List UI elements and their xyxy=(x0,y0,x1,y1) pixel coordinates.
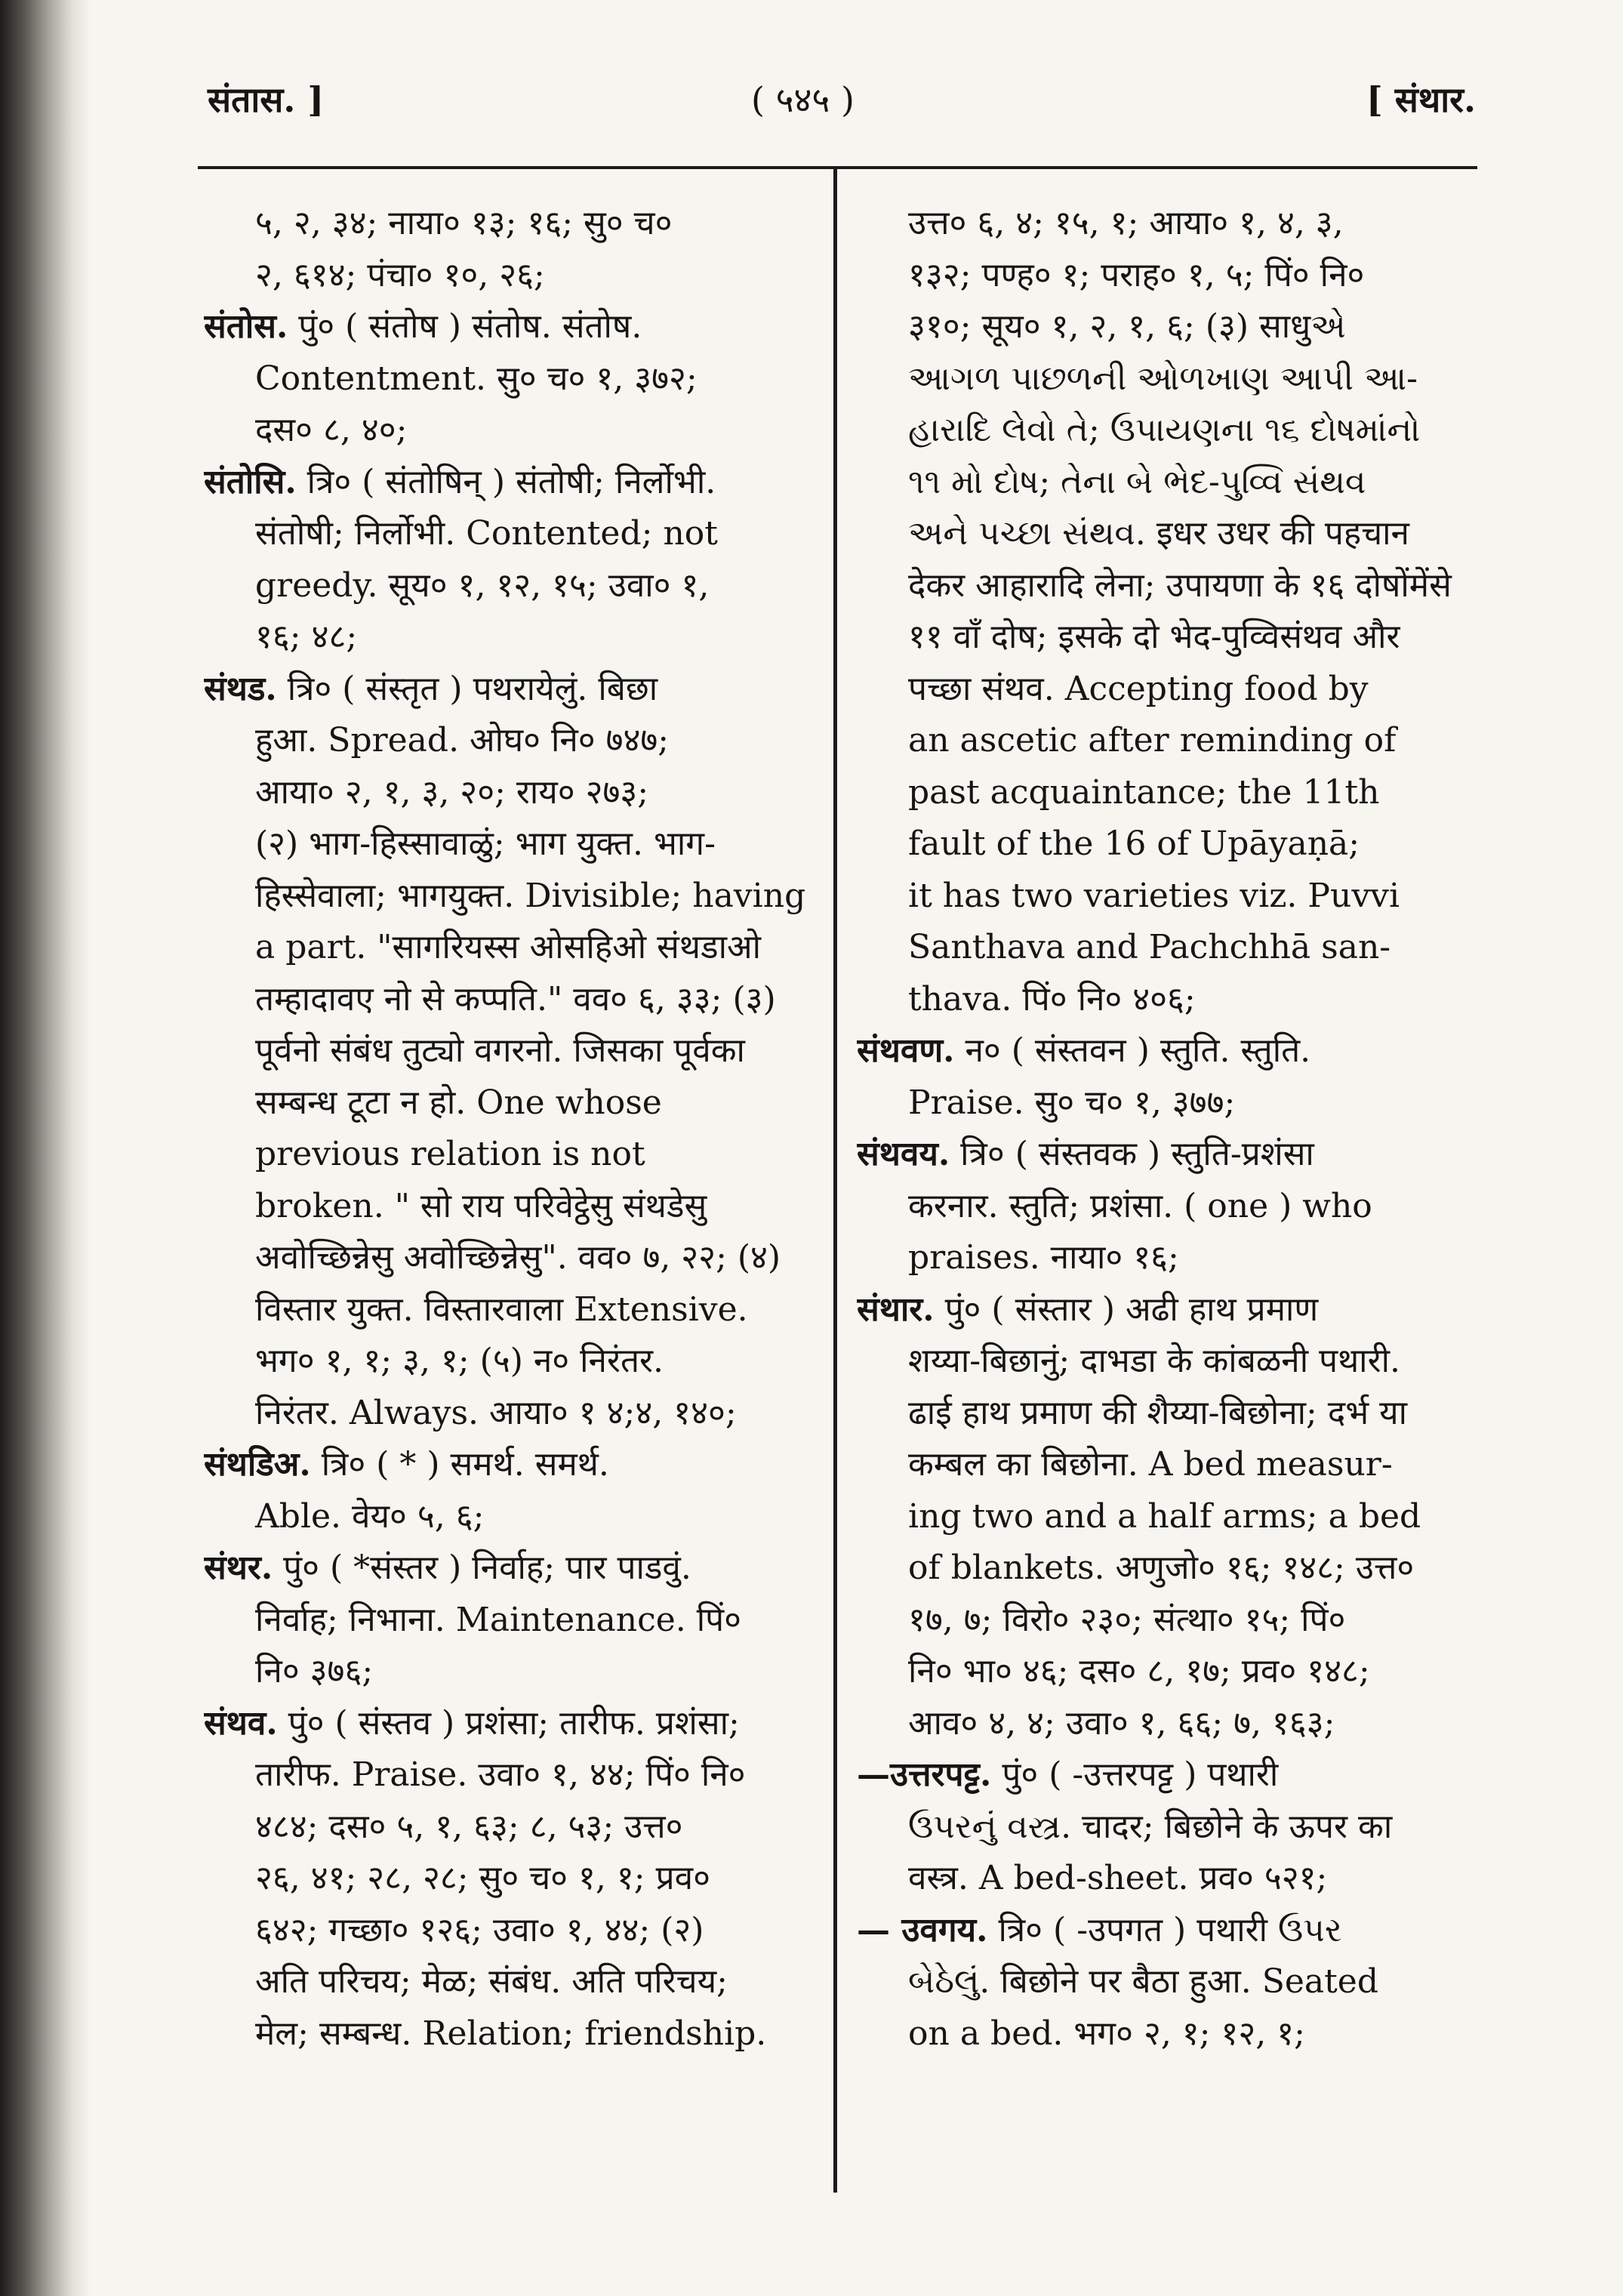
entry-line xyxy=(857,1025,1461,1077)
entry-text: त्रि० ( संतोषिन् ) संतोषी; निर्लोभी. xyxy=(296,462,716,501)
entry-headword: संतोस. xyxy=(204,307,288,346)
running-header xyxy=(0,76,1623,136)
entry-line xyxy=(204,612,808,664)
dictionary-entry xyxy=(857,1905,1461,2060)
entry-text: ६४२; गच्छा० १२६; उवा० १, ४४; (२) xyxy=(255,1910,704,1949)
entry-line xyxy=(857,818,1461,871)
entry-line xyxy=(204,1956,808,2008)
dictionary-entry xyxy=(204,457,808,664)
entry-text: तम्हादावए नो से कप्पति." वव० ६, ३३; (३) xyxy=(255,979,776,1019)
entry-line xyxy=(204,922,808,974)
page-binding-shadow xyxy=(0,0,91,2296)
entry-text: देकर आहारादि लेना; उपायणा के १६ दोषोंमेंसे xyxy=(908,566,1452,605)
entry-line xyxy=(204,1129,808,1181)
entry-line xyxy=(204,1439,808,1491)
entry-line xyxy=(857,767,1461,819)
entry-line xyxy=(204,560,808,612)
entry-line xyxy=(857,1439,1461,1491)
entry-line xyxy=(204,1698,808,1750)
entry-text: वस्त्र. A bed-sheet. प्रव० ५२१; xyxy=(908,1859,1328,1897)
entry-text: past acquaintance; the 11th xyxy=(908,772,1380,812)
entry-text: नि० ३७६; xyxy=(255,1652,374,1690)
entry-line xyxy=(857,1956,1461,2008)
entry-line xyxy=(857,1853,1461,1905)
entry-line xyxy=(204,1336,808,1388)
entry-text: हुआ. Spread. ओघ० नि० ७४७; xyxy=(255,721,670,760)
entry-line xyxy=(204,974,808,1026)
entry-line xyxy=(204,818,808,871)
entry-text: ११ वाँ दोष; इसके दो भेद-पुव्विसंथव और xyxy=(908,618,1400,656)
dictionary-entry xyxy=(857,1284,1461,1750)
entry-text: निर्वाह; निभाना. Maintenance. पिं० xyxy=(255,1600,742,1639)
entry-text: આગળ પાછળની ઓળખાણ આપી આ- xyxy=(908,359,1418,398)
entry-line xyxy=(857,250,1461,302)
entry-line xyxy=(857,301,1461,353)
entry-line xyxy=(857,560,1461,612)
entry-text: दस० ८, ४०; xyxy=(255,411,408,449)
entry-headword: संथड. xyxy=(204,669,277,708)
column-divider xyxy=(833,169,837,2193)
entry-headword: संथार. xyxy=(857,1290,935,1329)
entry-line xyxy=(857,1801,1461,1854)
entry-text: an ascetic after reminding of xyxy=(908,721,1397,760)
entry-line xyxy=(204,1181,808,1233)
entry-text: ઉપરનું વસ્ત્ર. चादर; बिछोने के ऊपर का xyxy=(908,1807,1393,1846)
dictionary-entry xyxy=(857,1025,1461,1129)
entry-text: (२) भाग-हिस्सावाळुं; भाग युक्त. भाग- xyxy=(255,824,716,863)
entry-line xyxy=(204,1025,808,1077)
dictionary-entry xyxy=(204,1439,808,1542)
entry-text: greedy. सूय० १, १२, १५; उवा० १, xyxy=(255,566,710,605)
entry-text: it has two varieties viz. Puvvi xyxy=(908,876,1400,915)
entry-line xyxy=(857,1181,1461,1233)
entry-text: १६; ४८; xyxy=(255,618,358,656)
entry-line xyxy=(204,871,808,923)
entry-text: ५, २, ३४; नाया० १३; १६; सु० च० xyxy=(255,204,673,242)
entry-text: पुं० ( संस्तव ) प्रशंसा; तारीफ. प्रशंसा; xyxy=(277,1703,740,1743)
entry-text: त्रि० ( -उपगत ) पथारी ઉપર xyxy=(987,1910,1342,1949)
entry-text: पुं० ( संस्तार ) अढी हाथ प्रमाण xyxy=(934,1290,1319,1329)
entry-text: ढाई हाथ प्रमाण की शैय्या-बिछोना; दर्भ या xyxy=(908,1393,1408,1432)
entry-text: a part. "सागरियस्स ओसहिओ संथडाओ xyxy=(255,928,761,966)
entry-text: २, ६१४; पंचा० १०, २६; xyxy=(255,255,545,294)
entry-line xyxy=(857,715,1461,767)
entry-text: બેઠેલું. बिछोने पर बैठा हुआ. Seated xyxy=(908,1962,1378,2001)
entry-line xyxy=(857,353,1461,405)
entry-text: १३२; पण्ह० १; पराह० १, ५; पिं० नि० xyxy=(908,255,1365,294)
entry-text: praises. नाया० १६; xyxy=(908,1238,1179,1277)
entry-line xyxy=(857,457,1461,509)
page-number: ( ५४५ ) xyxy=(751,79,855,120)
entry-headword: —उत्तरपट्ट. xyxy=(857,1755,992,1794)
entry-line xyxy=(857,1129,1461,1181)
entry-line xyxy=(857,1595,1461,1647)
entry-line xyxy=(204,1284,808,1336)
entry-line xyxy=(857,1646,1461,1698)
entry-line xyxy=(204,1646,808,1698)
entry-text: भग० १, १; ३, १; (५) न० निरंतर. xyxy=(255,1342,664,1380)
entry-line xyxy=(204,301,808,353)
entry-text: पुं० ( *संस्तर ) निर्वाह; पार पाडवुं. xyxy=(273,1549,691,1587)
entry-text: संतोषी; निर्लोभी. Contented; not xyxy=(255,514,718,553)
entry-text: Praise. सु० च० १, ३७७; xyxy=(908,1083,1236,1122)
entry-text: त्रि० ( संस्तवक ) स्तुति-प्रशंसा xyxy=(950,1135,1314,1173)
dictionary-entry xyxy=(857,198,1461,1025)
entry-line xyxy=(857,1491,1461,1543)
entry-line xyxy=(857,922,1461,974)
entry-text: ૧૧ મો દોષ; તેના બે ભેદ-પુવ્વિ સંથવ xyxy=(908,462,1366,501)
dictionary-entry xyxy=(857,1749,1461,1905)
entry-line xyxy=(857,974,1461,1026)
entry-text: आव० ४, ४; उवा० १, ६६; ७, १६३; xyxy=(908,1703,1335,1743)
entry-line xyxy=(857,612,1461,664)
entry-line xyxy=(204,1491,808,1543)
entry-line xyxy=(857,1905,1461,1957)
entry-line xyxy=(204,664,808,716)
entry-line xyxy=(857,1749,1461,1801)
entry-line xyxy=(857,1388,1461,1440)
entry-text: ३१०; सूय० १, २, १, ६; (३) साधुએ xyxy=(908,307,1346,346)
entry-text: त्रि० ( * ) समर्थ. समर्थ. xyxy=(310,1445,609,1484)
entry-text: सम्बन्ध टूटा न हो. One whose xyxy=(255,1083,662,1122)
dictionary-entry xyxy=(204,301,808,457)
entry-line xyxy=(204,1542,808,1595)
entry-line xyxy=(204,250,808,302)
entry-line xyxy=(204,405,808,457)
entry-line xyxy=(204,2008,808,2060)
entry-headword: संथव. xyxy=(204,1703,278,1743)
entry-line xyxy=(204,1801,808,1854)
entry-text: शय्या-बिछानुं; दाभडा के कांबळनी पथारी. xyxy=(908,1342,1400,1380)
entry-text: previous relation is not xyxy=(255,1135,645,1173)
entry-line xyxy=(204,1077,808,1130)
dictionary-entry xyxy=(857,1129,1461,1284)
entry-line xyxy=(204,198,808,250)
entry-text: of blankets. अणुजो० १६; १४८; उत्त० xyxy=(908,1549,1415,1587)
entry-line xyxy=(857,1284,1461,1336)
entry-line xyxy=(857,405,1461,457)
entry-line xyxy=(204,1232,808,1284)
entry-line xyxy=(857,508,1461,560)
entry-line xyxy=(857,1232,1461,1284)
entry-line xyxy=(857,198,1461,250)
entry-text: उत्त० ६, ४; १५, १; आया० १, ४, ३, xyxy=(908,204,1344,242)
entry-headword: संथवण. xyxy=(857,1031,955,1070)
dictionary-entry xyxy=(204,664,808,1440)
entry-text: २६, ४१; २८, २८; सु० च० १, १; प्रव० xyxy=(255,1859,710,1897)
entry-headword: संथर. xyxy=(204,1549,273,1587)
entry-text: Able. वेय० ५, ६; xyxy=(255,1496,485,1536)
entry-text: ४८४; दस० ५, १, ६३; ८, ५३; उत्त० xyxy=(255,1807,683,1846)
left-column xyxy=(204,198,808,2060)
entry-line xyxy=(857,664,1461,716)
dictionary-entry xyxy=(204,198,808,301)
entry-headword: — उवगय. xyxy=(857,1910,988,1949)
entry-text: अवोच्छिन्नेसु अवोच्छिन्नेसु". वव० ७, २२; (४) xyxy=(255,1238,781,1277)
entry-text: कम्बल का बिछोना. A bed measur- xyxy=(908,1445,1393,1484)
entry-text: १७, ७; विरो० २३०; संत्था० १५; पिं० xyxy=(908,1600,1346,1639)
entry-text: हिस्सेवाला; भागयुक्त. Divisible; having xyxy=(255,876,806,915)
entry-line xyxy=(204,1853,808,1905)
entry-line xyxy=(204,715,808,767)
dictionary-entry xyxy=(204,1542,808,1698)
entry-line xyxy=(204,457,808,509)
entry-line xyxy=(857,1077,1461,1130)
header-right-guideword: [ संथार. xyxy=(1366,79,1476,120)
entry-text: Contentment. सु० च० १, ३७२; xyxy=(255,359,698,398)
entry-text: न० ( संस्तवन ) स्तुति. स्तुति. xyxy=(954,1031,1311,1070)
entry-text: હારાદિ લેવો તે; ઉપાયણના ૧૬ દોષમાંનો xyxy=(908,411,1421,449)
entry-line xyxy=(204,1749,808,1801)
header-left-guideword: संतास. ] xyxy=(208,79,325,120)
entry-line xyxy=(857,871,1461,923)
entry-text: त्रि० ( संस्तृत ) पथरायेलुं. बिछा xyxy=(276,669,658,708)
entry-line xyxy=(204,1905,808,1957)
entry-line xyxy=(857,2008,1461,2060)
entry-text: અને પચ્છા સંથવ. इधर उधर की पहचान xyxy=(908,514,1409,553)
entry-text: पच्छा संथव. Accepting food by xyxy=(908,669,1369,708)
entry-text: पुं० ( संतोष ) संतोष. संतोष. xyxy=(288,307,642,346)
entry-text: Santhava and Pachchhā san- xyxy=(908,928,1391,966)
entry-text: पुं० ( -उत्तरपट्ट ) पथारी xyxy=(991,1755,1279,1794)
entry-text: अति परिचय; मेळ; संबंध. अति परिचय; xyxy=(255,1962,728,2001)
entry-text: thava. पिं० नि० ४०६; xyxy=(908,979,1196,1019)
entry-headword: संथडिअ. xyxy=(204,1445,311,1484)
entry-text: निरंतर. Always. आया० १ ४;४, १४०; xyxy=(255,1393,737,1432)
entry-text: मेल; सम्बन्ध. Relation; friendship. xyxy=(255,2014,767,2053)
entry-headword: संथवय. xyxy=(857,1135,950,1173)
header-rule xyxy=(198,166,1477,169)
entry-line xyxy=(204,1595,808,1647)
right-column xyxy=(857,198,1461,2060)
entry-line xyxy=(857,1698,1461,1750)
entry-line xyxy=(204,353,808,405)
entry-text: on a bed. भग० २, १; १२, १; xyxy=(908,2014,1305,2053)
entry-text: पूर्वनो संबंध तुट्यो वगरनो. जिसका पूर्वका xyxy=(255,1031,745,1070)
entry-text: नि० भा० ४६; दस० ८, १७; प्रव० १४८; xyxy=(908,1652,1370,1690)
entry-text: broken. " सो राय परिवेट्ठेसु संथडेसु xyxy=(255,1186,707,1225)
entry-text: तारीफ. Praise. उवा० १, ४४; पिं० नि० xyxy=(255,1755,746,1794)
entry-text: विस्तार युक्त. विस्तारवाला Extensive. xyxy=(255,1290,748,1329)
entry-text: fault of the 16 of Upāyaṇā; xyxy=(908,824,1360,863)
entry-headword: संतोसि. xyxy=(204,462,297,501)
entry-line xyxy=(857,1336,1461,1388)
dictionary-entry xyxy=(204,1698,808,2060)
entry-line xyxy=(204,767,808,819)
entry-text: करनार. स्तुति; प्रशंसा. ( one ) who xyxy=(908,1186,1372,1225)
entry-line xyxy=(857,1542,1461,1595)
entry-line xyxy=(204,1388,808,1440)
entry-text: आया० २, १, ३, २०; राय० २७३; xyxy=(255,772,649,812)
entry-text: ing two and a half arms; a bed xyxy=(908,1496,1421,1536)
entry-line xyxy=(204,508,808,560)
